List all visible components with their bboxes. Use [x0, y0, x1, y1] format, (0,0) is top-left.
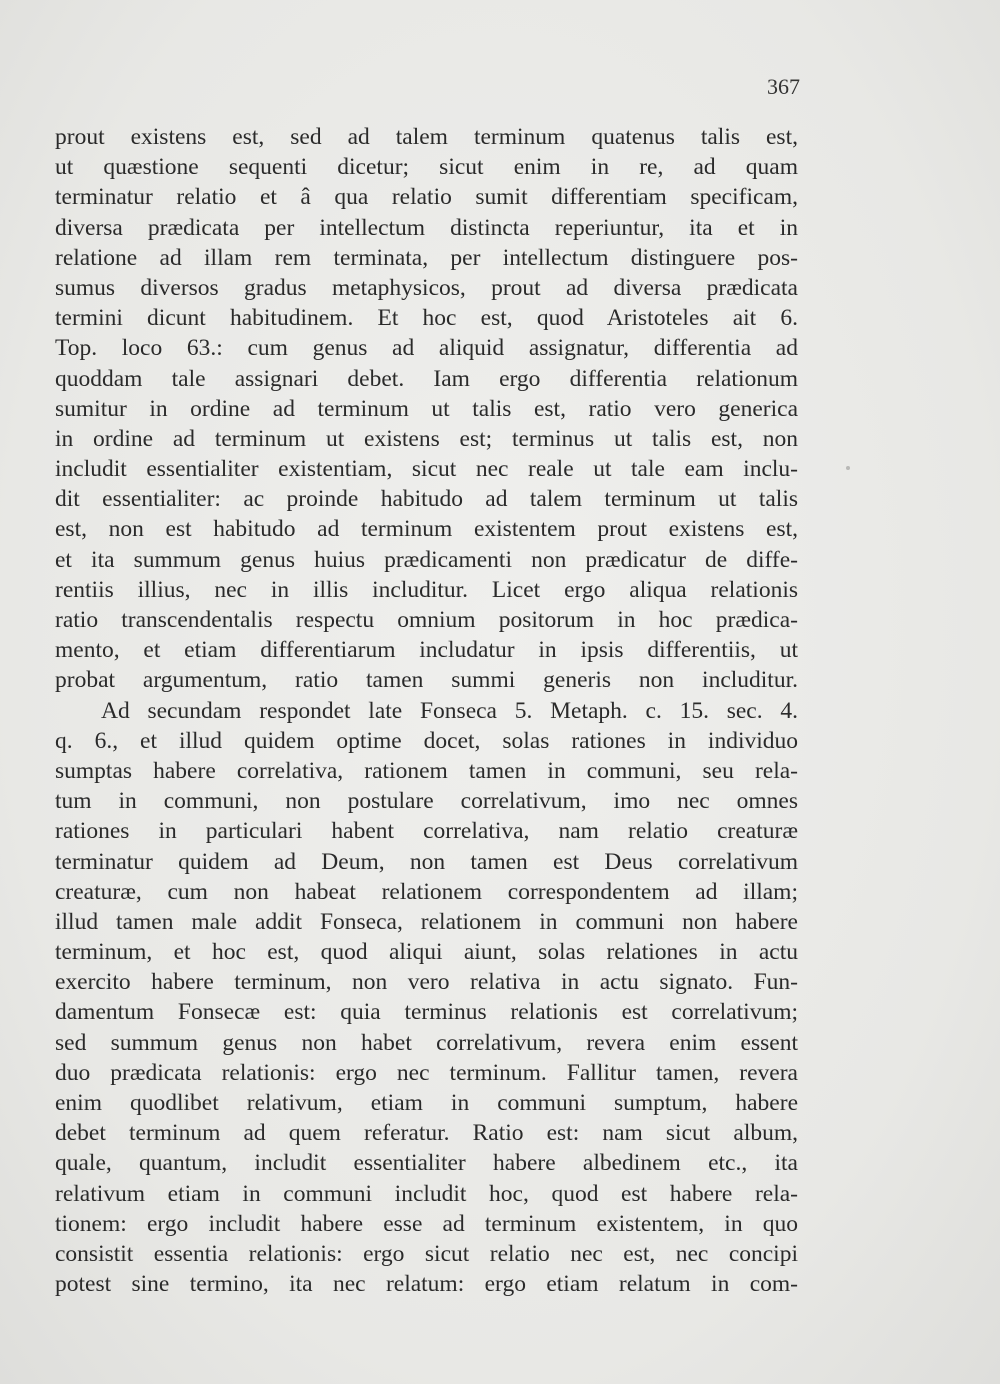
text-line: includit essentialiter existentiam, sicut nec reale ut tale eam inclu-	[55, 456, 798, 483]
text-line: sumus diversos gradus metaphysicos, prout ad diversa prædicata	[55, 274, 798, 301]
text-line: probat argumentum, ratio tamen summi generis non includitur.	[55, 667, 798, 694]
text-line: exercito habere terminum, non vero relativa in actu signato. Fun-	[55, 969, 798, 996]
text-line: quale, quantum, includit essentialiter habere albedinem etc., ita	[55, 1150, 798, 1177]
text-line: rentiis illius, nec in illis includitur. Licet ergo aliqua relationis	[55, 576, 798, 603]
text-line: termini dicunt habitudinem. Et hoc est, quod Aristoteles ait 6.	[55, 305, 798, 332]
text-line: relatione ad illam rem terminata, per intellectum distinguere pos-	[55, 244, 798, 271]
text-line: et ita summum genus huius prædicamenti non prædicatur de diffe-	[55, 546, 798, 573]
text-line: sumptas habere correlativa, rationem tamen in communi, seu rela-	[55, 757, 798, 784]
text-line: in ordine ad terminum ut existens est; terminus ut talis est, non	[55, 425, 798, 452]
text-line: relativum etiam in communi includit hoc, quod est habere rela-	[55, 1180, 798, 1207]
body-text	[55, 122, 798, 1299]
text-line: debet terminum ad quem referatur. Ratio est: nam sicut album,	[55, 1120, 798, 1147]
text-line: diversa prædicata per intellectum distincta reperiuntur, ita et in	[55, 214, 798, 241]
text-line: est, non est habitudo ad terminum existentem prout existens est,	[55, 516, 798, 543]
text-line: damentum Fonsecæ est: quia terminus relationis est correlativum;	[55, 999, 798, 1026]
text-line: ut quæstione sequenti dicetur; sicut enim in re, ad quam	[55, 154, 798, 181]
text-line: illud tamen male addit Fonseca, relationem in communi non habere	[55, 908, 798, 935]
text-line: terminatur relatio et â qua relatio sumit differentiam specificam,	[55, 184, 798, 211]
text-line: quoddam tale assignari debet. Iam ergo differentia relationum	[55, 365, 798, 392]
text-line: ratio transcendentalis respectu omnium positorum in hoc prædica-	[55, 607, 798, 633]
text-line: terminum, et hoc est, quod aliqui aiunt, solas relationes in actu	[55, 939, 798, 966]
text-line: enim quodlibet relativum, etiam in communi sumptum, habere	[55, 1090, 798, 1116]
text-line: consistit essentia relationis: ergo sicut relatio nec est, nec concipi	[55, 1240, 798, 1267]
text-line: Top. loco 63.: cum genus ad aliquid assignatur, differentia ad	[55, 335, 798, 362]
text-line: prout existens est, sed ad talem terminum quatenus talis est,	[55, 124, 798, 150]
text-line: Ad secundam respondet late Fonseca 5. Metaph. c. 15. sec. 4.	[101, 697, 798, 724]
text-line: potest sine termino, ita nec relatum: ergo etiam relatum in com-	[55, 1271, 798, 1298]
text-line: q. 6., et illud quidem optime docet, solas rationes in individuo	[55, 727, 798, 754]
text-line: tionem: ergo includit habere esse ad terminum existentem, in quo	[55, 1210, 798, 1237]
paper-speck	[846, 466, 850, 470]
text-line: mento, et etiam differentiarum includatur in ipsis differentiis, ut	[55, 637, 798, 664]
text-line: duo prædicata relationis: ergo nec terminum. Fallitur tamen, revera	[55, 1059, 798, 1086]
text-line: tum in communi, non postulare correlativum, imo nec omnes	[55, 788, 798, 815]
text-line: rationes in particulari habent correlativa, nam relatio creaturæ	[55, 818, 798, 845]
text-line: sumitur in ordine ad terminum ut talis est, ratio vero generica	[55, 395, 798, 422]
text-line: creaturæ, cum non habeat relationem correspondentem ad illam;	[55, 878, 798, 905]
text-line: sed summum genus non habet correlativum, revera enim essent	[55, 1029, 798, 1056]
text-line: terminatur quidem ad Deum, non tamen est Deus correlativum	[55, 848, 798, 875]
text-line: dit essentialiter: ac proinde habitudo ad talem terminum ut talis	[55, 486, 798, 513]
page-number: 367	[767, 74, 800, 99]
